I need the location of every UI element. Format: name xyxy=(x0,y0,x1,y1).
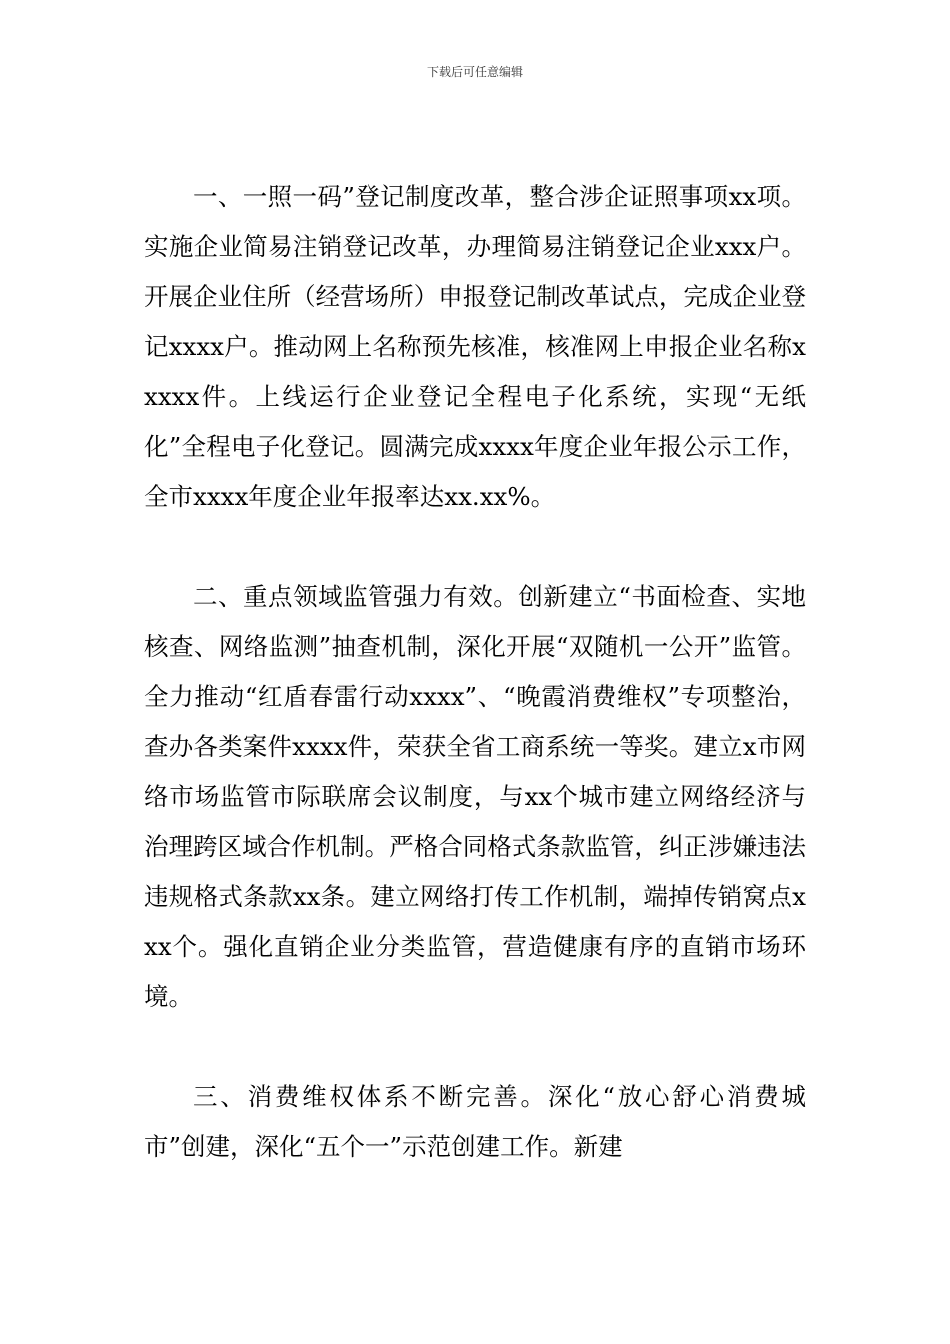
paragraph-registration-reform: 一、一照一码”登记制度改革，整合涉企证照事项xx项。实施企业简易注销登记改革，办理简易注销登记企业xxx户。开展企业住所（经营场所）申报登记制改革试点，完成企业登记xxxx户。推动网上名称预先核准，核准网上申报企业名称xxxxx件。上线运行企业登记全程电子化系统，实现“无纸化”全程电子化登记。圆满完成xxxx年度企业年报公示工作，全市xxxx年度企业年报率达xx.xx%。 xyxy=(144,182,806,511)
page-header: 下载后可任意编辑 xyxy=(426,65,523,79)
paragraph-consumer-rights: 三、消费维权体系不断完善。深化“放心舒心消费城市”创建，深化“五个一”示范创建工作。新建 xyxy=(144,1082,806,1161)
document-body xyxy=(144,172,806,1172)
paragraph-key-area-supervision: 二、重点领域监管强力有效。创新建立“书面检查、实地核查、网络监测”抽查机制，深化开展“双随机一公开”监管。全力推动“红盾春雷行动xxxx”、“晚霞消费维权”专项整治，查办各类案件xxxx件，荣获全省工商系统一等奖。建立x市网络市场监管市际联席会议制度，与xx个城市建立网络经济与治理跨区域合作机制。严格合同格式条款监管，纠正涉嫌违法违规格式条款xx条。建立网络打传工作机制，端掉传销窝点xxx个。强化直销企业分类监管，营造健康有序的直销市场环境。 xyxy=(144,582,806,1011)
